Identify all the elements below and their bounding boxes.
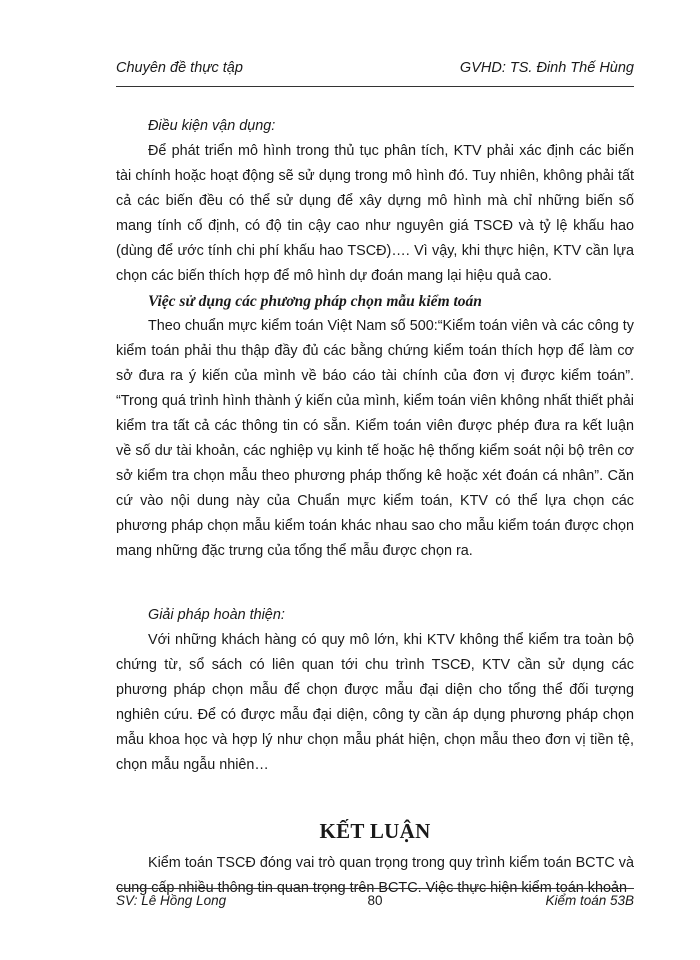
footer-class: Kiểm toán 53B	[545, 893, 634, 908]
page-header	[116, 58, 634, 84]
spacer	[116, 564, 634, 589]
paragraph-sampling: Theo chuẩn mực kiểm toán Việt Nam số 500:“Kiểm toán viên và các công ty kiểm toán phải thu thập đầy đủ các bằng chứng kiểm toán thích hợp để làm cơ sở đưa ra ý kiến của mình về báo cáo tài chính của đơn vị được kiểm toán”. “Trong quá trình hình thành ý kiến của mình, kiểm toán viên không nhất thiết phải kiểm tra tất cả các thông tin có sẵn. Kiểm toán viên được phép đưa ra kết luận về số dư tài khoản, các nghiệp vụ kinh tế hoặc hệ thống kiểm soát nội bộ trên cơ sở kiểm tra chọn mẫu theo phương pháp thống kê hoặc xét đoán cá nhân”. Căn cứ vào nội dung này của Chuẩn mực kiểm toán, KTV có thể lựa chọn các phương pháp chọn mẫu kiểm toán khác nhau sao cho mẫu kiểm toán được chọn mang những đặc trưng của tổng thể mẫu được chọn ra.	[116, 318, 634, 559]
spacer	[116, 778, 634, 803]
footer-divider	[116, 888, 634, 889]
section-heading-sampling: Việc sử dụng các phương pháp chọn mẫu kiểm toán	[148, 293, 482, 310]
header-divider	[116, 86, 634, 87]
page-body	[116, 114, 634, 901]
section-heading-solution: Giải pháp hoàn thiện:	[148, 607, 285, 623]
paragraph-conclusion: Kiểm toán TSCĐ đóng vai trò quan trọng trong quy trình kiểm toán BCTC và cung cấp nhiều thông tin quan trọng trên BCTC. Việc thực hiện kiểm toán khoản	[116, 855, 634, 896]
page-footer	[116, 893, 634, 915]
spacer	[116, 589, 634, 603]
header-supervisor: GVHD: TS. Đinh Thế Hùng	[459, 60, 634, 76]
conclusion-title: KẾT LUẬN	[319, 819, 431, 843]
header-course-title: Chuyên đề thực tập	[116, 60, 243, 76]
spacer	[116, 803, 634, 817]
paragraph-conditions: Để phát triển mô hình trong thủ tục phân tích, KTV phải xác định các biến tài chính hoặc hoạt động sẽ sử dụng trong mô hình đó. Tuy nhiên, không phải tất cả các biến đều có thể sử dụng để xây dựng mô hình mà chỉ những biến số mang tính cố định, có độ tin cậy cao như nguyên giá TSCĐ và tỷ lệ khấu hao (dùng để ước tính chi phí khấu hao TSCĐ)…. Vì vậy, khi thực hiện, KTV cần lựa chọn các biến thích hợp để mô hình dự đoán mang lại hiệu quả cao.	[116, 143, 634, 284]
footer-page-number: 80	[367, 893, 383, 908]
footer-student: SV: Lê Hồng Long	[116, 893, 227, 908]
paragraph-solution: Với những khách hàng có quy mô lớn, khi KTV không thể kiểm tra toàn bộ chứng từ, sổ sách có liên quan tới chu trình TSCĐ, KTV cần sử dụng các phương pháp chọn mẫu để chọn được mẫu đại diện cho tổng thể đối tượng nghiên cứu. Để có được mẫu đại diện, công ty cần áp dụng phương pháp chọn mẫu khoa học và hợp lý như chọn mẫu phát hiện, chọn mẫu theo đơn vị tiền tệ, chọn mẫu ngẫu nhiên…	[116, 632, 634, 773]
section-heading-conditions: Điều kiện vận dụng:	[148, 118, 276, 134]
